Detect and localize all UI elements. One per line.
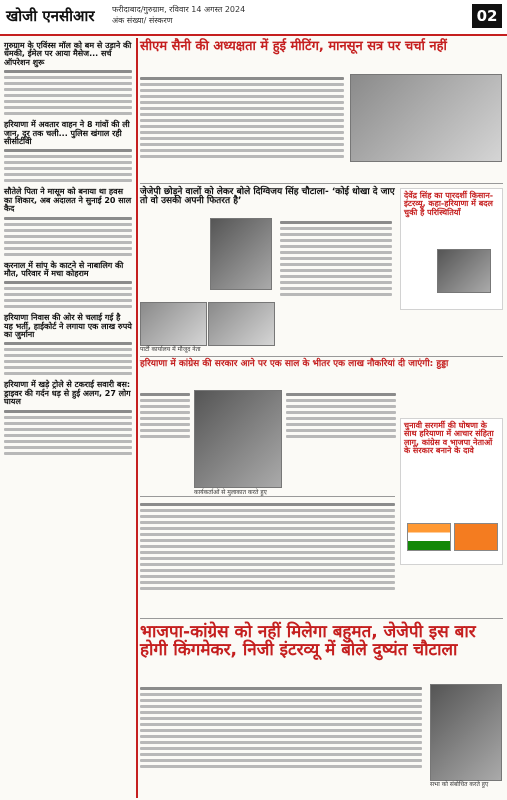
photo-caption-3: सभा को संबोधित करते हुए	[430, 781, 489, 788]
section-rule-2	[140, 356, 503, 357]
top-headline: सीएम सैनी की अध्यक्षता में हुई मीटिंग, मानसून सत्र पर चर्चा नहीं	[140, 39, 447, 54]
masthead-date: फरीदाबाद/गुरुग्राम, रविवार 14 अगस्त 2024	[112, 5, 246, 14]
hooda-article-left	[140, 390, 190, 488]
left-headline-6: हरियाणा में खड़े ट्रोले से टकराई सवारी बस: ड्राइवर की गर्दन धड़ से हुई अलग, 27 लोग घायल	[4, 380, 131, 407]
masthead	[0, 0, 507, 36]
poll-headline: चुनावी सरगर्मी की घोषणा के साथ हरियाणा में आचार संहिता लागू, कांग्रेस व भाजपा नेताओं के सरकार बनाने के दावे	[404, 421, 494, 456]
brand-name: खोजी एनसीआर	[6, 7, 95, 25]
left-headline-4: करनाल में सांप के काटने से नाबालिग की मौत, परिवार में मचा कोहराम	[4, 260, 124, 278]
masthead-meta	[112, 4, 245, 26]
bjp-flag	[454, 523, 498, 551]
section-rule-1	[140, 183, 503, 184]
poll-box	[400, 418, 503, 565]
congress-flag	[407, 523, 451, 551]
middle-body-text	[140, 500, 395, 615]
photo-caption-1: पार्टी कार्यालय में मौजूद नेता	[140, 346, 201, 353]
left-headline-2: हरियाणा में अवतार वाहन ने 8 गांवों की ली जान, दूर तक चली... पुलिस खंगाल रही सीसीटीवी	[4, 120, 130, 146]
politician-photo-3	[208, 302, 275, 346]
section-rule-4	[140, 618, 503, 619]
page-number: 02	[472, 4, 502, 28]
dushyant-photo	[430, 684, 502, 781]
hooda-headline: हरियाणा में कांग्रेस की सरकार आने पर एक साल के भीतर एक लाख नौकरियां दी जाएंगी: हुड्डा	[140, 359, 449, 369]
left-divider	[136, 38, 138, 798]
left-headline-1: गुरुग्राम के एविंस्स मॉल को बम से उड़ाने की धमकी, ईमेल पर आया मैसेज... सर्च ऑपरेशन शुरू	[4, 41, 132, 67]
top-article	[140, 74, 344, 160]
left-headline-5: हरियाणा निवास की ओर से चलाई गई है यह भर्ती, हाईकोर्ट ने लगाया एक लाख रुपये का जुर्माना	[4, 313, 132, 340]
masthead-edition: अंक संख्या/ संस्करण	[112, 16, 173, 25]
hooda-article-right	[286, 390, 396, 488]
mid-headline: जेजेपी छोड़ने वालों को लेकर बोले दिग्विजय सिंह चौटाला- ‘कोई धोखा दे जाए तो वो उसकी अपनी फितरत है’	[140, 187, 395, 207]
hooda-photo	[194, 390, 282, 488]
section-rule-3	[140, 496, 395, 497]
main-content	[140, 38, 503, 798]
bottom-article	[140, 684, 422, 794]
politician-photo-2	[140, 302, 207, 346]
bottom-headline: भाजपा-कांग्रेस को नहीं मिलेगा बहुमत, जेजेपी इस बार होगी किंगमेकर, निजी इंटरव्यू में बोले दुष्यंत चौटाला	[140, 622, 476, 660]
right-mid-headline: देवेंद्र सिंह का पारदर्शी किसान-इंटरव्यू, कहा-हरियाणा में बदल चुकी है परिस्थितियाँ	[404, 191, 494, 217]
politician-photo-1	[210, 218, 272, 290]
left-column	[4, 38, 132, 798]
photo-caption-2: कार्यकर्ताओं से मुलाकात करते हुए	[194, 489, 267, 496]
right-sidebar	[400, 188, 503, 310]
meeting-photo	[350, 74, 502, 162]
mid-article	[280, 218, 392, 348]
right-photo	[437, 249, 491, 293]
left-headline-3: सौतेले पिता ने मासूम को बनाया था हवस का शिकार, अब अदालत ने सुनाई 20 साल कैद	[4, 187, 132, 214]
